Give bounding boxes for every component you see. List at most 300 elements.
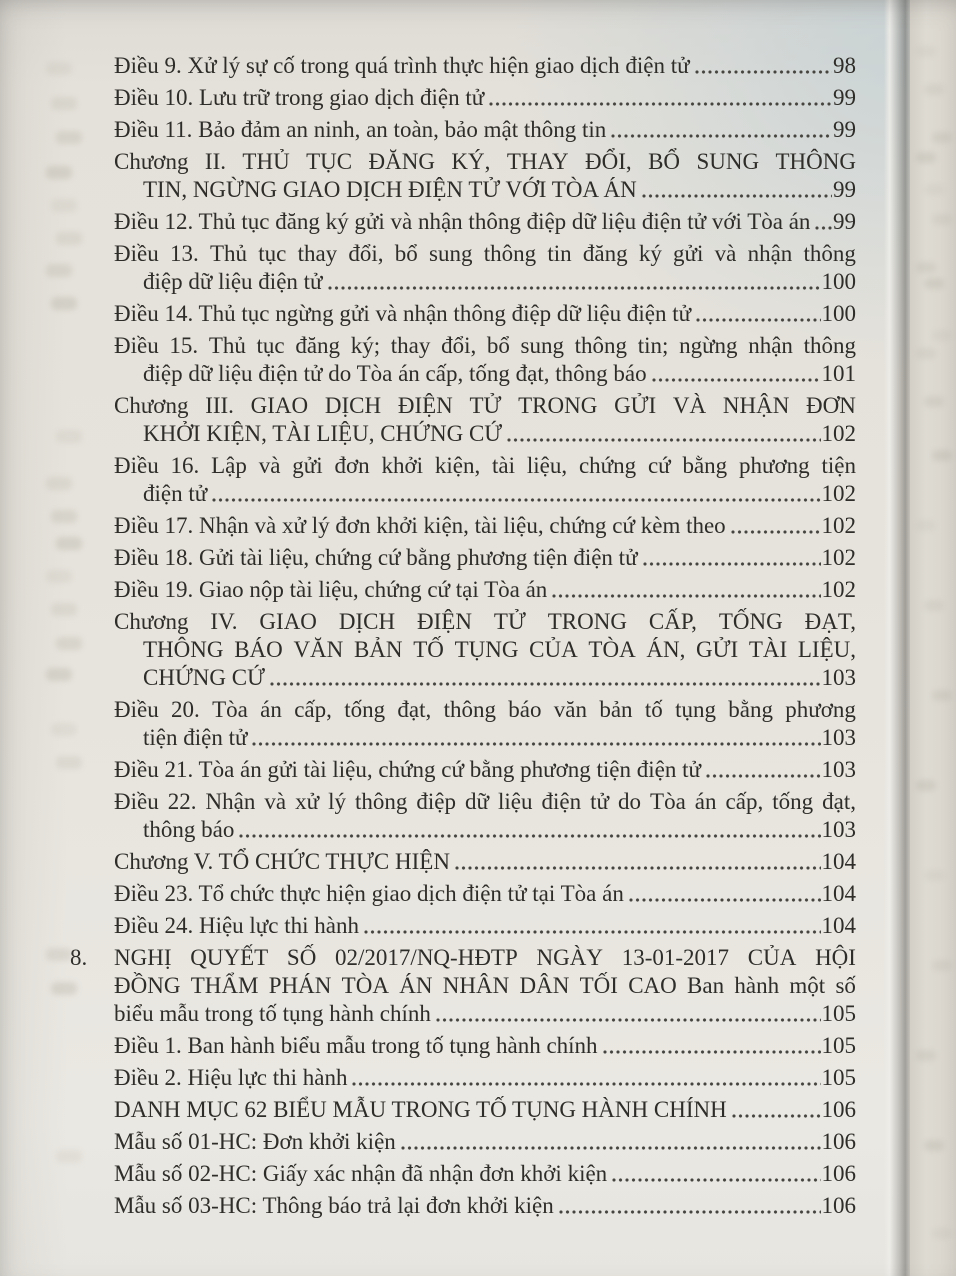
dot-leader [327, 285, 821, 291]
dot-leader [211, 497, 820, 503]
toc-line-text: điệp dữ liệu điện tử do Tòa án cấp, tống đạt, thông báo [143, 361, 647, 386]
word: cấp, [294, 697, 332, 722]
toc-line [114, 1160, 856, 1188]
word: Chương [114, 609, 189, 634]
toc-line [143, 360, 856, 388]
word: sung [429, 241, 473, 266]
toc-line [114, 788, 856, 816]
toc-line-text: Điều 14. Thủ tục ngừng gửi và nhận thông điệp dữ liệu điện tử [114, 301, 692, 326]
word: GIAO [250, 393, 309, 418]
toc-line [143, 420, 856, 448]
word: một [789, 973, 826, 998]
word: TỤNG [454, 637, 519, 662]
item-number: 8. [70, 945, 88, 970]
word: nhận [747, 241, 793, 266]
word: Thủ [208, 333, 246, 358]
toc-line [143, 176, 856, 204]
word: ĐỒNG [114, 973, 181, 998]
word: ÁN, [646, 637, 686, 662]
word: số [835, 973, 856, 998]
toc-line [114, 1096, 856, 1124]
word: nhận [748, 333, 793, 358]
toc-line-text: Điều 2. Hiệu lực thi hành [114, 1065, 348, 1090]
word: sung [520, 333, 564, 358]
word: NGÀY [536, 945, 603, 970]
word: II. [204, 149, 226, 174]
bleedthrough-mark [51, 199, 77, 212]
bleedthrough-mark [51, 723, 77, 736]
dot-leader [602, 1049, 821, 1055]
word: 02/2017/NQ-HĐTP [335, 945, 518, 970]
word: THỦ [242, 149, 290, 174]
bleedthrough-mark [46, 948, 72, 961]
toc-line [114, 608, 856, 636]
page-number: 104 [821, 849, 856, 874]
dot-leader [705, 773, 821, 779]
toc-entry-article [114, 696, 856, 752]
toc-entry-article [114, 512, 856, 540]
word: 15. [169, 333, 199, 358]
toc-line [143, 268, 856, 296]
page-number: 103 [821, 665, 856, 690]
word: Thủ [209, 241, 247, 266]
word: tử [590, 789, 609, 814]
toc-line-text: Điều 24. Hiệu lực thi hành [114, 913, 359, 938]
word: THÔNG [143, 637, 224, 662]
word: Chương [114, 149, 189, 174]
toc-line [114, 1192, 856, 1220]
word: và [258, 453, 281, 478]
page-number: 102 [821, 577, 856, 602]
toc-line [143, 724, 856, 752]
word: tụng [675, 697, 716, 722]
dot-leader [814, 225, 832, 231]
toc-line [114, 848, 856, 876]
dot-leader [488, 101, 832, 107]
word: GỬI [696, 637, 739, 662]
toc-line [114, 116, 856, 144]
toc-entry-article [114, 576, 856, 604]
toc-line [114, 1128, 856, 1156]
word: NHÂN [442, 973, 510, 998]
word: BỔ [648, 149, 681, 174]
page-number: 103 [821, 725, 856, 750]
word: Ban [687, 973, 725, 998]
word: dữ [465, 789, 489, 814]
dot-leader [731, 1113, 821, 1119]
bleedthrough-mark [51, 97, 77, 110]
toc-entry-article [114, 84, 856, 112]
toc-line-text: DANH MỤC 62 BIỂU MẪU TRONG TỐ TỤNG HÀNH CHÍNH [114, 1097, 727, 1122]
word: thông [574, 333, 628, 358]
word: xử [295, 789, 320, 814]
toc-entry-chapter [114, 848, 856, 876]
toc-entry-article [114, 788, 856, 844]
toc-line-text: KHỞI KIỆN, TÀI LIỆU, CHỨNG CỨ [143, 421, 503, 446]
word: thay [297, 241, 338, 266]
toc [70, 52, 856, 1224]
toc-line [143, 480, 856, 508]
word: Nhận [205, 789, 256, 814]
dot-leader [238, 833, 820, 839]
page-number: 100 [821, 301, 856, 326]
toc-line-text: biểu mẫu trong tố tụng hành chính [114, 1001, 431, 1026]
word: 13. [169, 241, 199, 266]
bleedthrough-mark [46, 570, 72, 583]
toc-line [114, 944, 856, 972]
page-stack-edge [910, 0, 956, 1276]
toc-line-text: Điều 1. Ban hành biểu mẫu trong tố tụng hành chính [114, 1033, 598, 1058]
word: III. [205, 393, 234, 418]
word: Chương [114, 393, 189, 418]
toc-line [143, 816, 856, 844]
word: CỦA [747, 945, 797, 970]
toc-line [114, 696, 856, 724]
toc-line [143, 636, 856, 664]
dot-leader [454, 865, 821, 871]
word: phương [739, 453, 810, 478]
page-number: 105 [821, 1001, 856, 1026]
word: liệu, [526, 453, 568, 478]
word: đơn [334, 453, 370, 478]
word: án [694, 789, 717, 814]
word: SUNG [696, 149, 760, 174]
word: tin [547, 241, 572, 266]
toc-entry-article [114, 880, 856, 908]
word: 13-01-2017 [621, 945, 730, 970]
page-number: 102 [821, 481, 856, 506]
word: tài [492, 453, 516, 478]
word: HỘI [815, 945, 856, 970]
toc-line-text: Chương V. TỔ CHỨC THỰC HIỆN [114, 849, 450, 874]
word: TÒA [588, 637, 636, 662]
word: TỤC [306, 149, 353, 174]
toc-line-text: điệp dữ liệu điện tử [143, 269, 323, 294]
bleedthrough-mark [51, 510, 77, 523]
toc-entry-form [114, 1160, 856, 1188]
word: THẨM [190, 973, 259, 998]
page-number: 100 [821, 269, 856, 294]
toc-line-text: Điều 11. Bảo đảm an ninh, an toàn, bảo mật thông tin [114, 117, 607, 142]
bleedthrough-mark [56, 232, 82, 245]
word: tống [772, 789, 814, 814]
page-number: 102 [821, 421, 856, 446]
word: NGHỊ [114, 945, 172, 970]
page-number: 103 [821, 817, 856, 842]
toc-line [114, 576, 856, 604]
toc-entry-item [70, 944, 856, 1028]
word: VÀ [672, 393, 707, 418]
word: ĐIỆN [397, 393, 453, 418]
word: THAY [506, 149, 569, 174]
word: THÔNG [775, 149, 856, 174]
word: tiện [821, 453, 856, 478]
toc-line [114, 300, 856, 328]
word: điệp [416, 789, 456, 814]
toc-line-text: Điều 10. Lưu trữ trong giao dịch điện tử [114, 85, 485, 110]
word: 22. [167, 789, 197, 814]
word: báo [508, 697, 542, 722]
dot-leader [435, 1017, 821, 1023]
word: đạt, [397, 697, 432, 722]
word: TỐNG [718, 609, 783, 634]
dot-leader [651, 377, 821, 383]
page-number: 99 [833, 177, 856, 202]
toc-entry-list [114, 1096, 856, 1124]
word: bổ [486, 333, 510, 358]
bleedthrough-mark [56, 430, 82, 443]
word: CAO [628, 973, 677, 998]
toc-line-text: Điều 17. Nhận và xử lý đơn khởi kiện, tài liệu, chứng cứ kèm theo [114, 513, 726, 538]
word: TỐ [413, 637, 444, 662]
word: DỊCH [324, 393, 382, 418]
word: kiện, [434, 453, 481, 478]
word: DỊCH [338, 609, 396, 634]
toc-entry-chapter [114, 608, 856, 692]
word: tục [258, 241, 287, 266]
bleedthrough-mark [56, 637, 82, 650]
toc-entry-article [114, 52, 856, 80]
toc-entry-article [114, 756, 856, 784]
page-number: 106 [821, 1193, 856, 1218]
word: CẤP, [648, 609, 697, 634]
word: TỬ [493, 609, 526, 634]
word: bằng [682, 453, 728, 478]
word: PHÁN [268, 973, 332, 998]
word: BẢN [353, 637, 403, 662]
word: DÂN [519, 973, 570, 998]
toc-line [114, 1000, 856, 1028]
word: lý [328, 789, 346, 814]
word: đổi, [441, 333, 477, 358]
word: ĐIỆN [417, 609, 472, 634]
word: hành [734, 973, 780, 998]
dot-leader [506, 437, 820, 443]
toc-line [143, 664, 856, 692]
dot-leader [269, 681, 821, 687]
page-number: 99 [833, 209, 856, 234]
toc-line [114, 544, 856, 572]
toc-line [114, 392, 856, 420]
word: TÀI [748, 637, 788, 662]
word: phương [785, 697, 856, 722]
toc-line [114, 972, 856, 1000]
dot-leader [400, 1145, 821, 1151]
word: chứng [578, 453, 637, 478]
word: Điều [114, 241, 159, 266]
bleedthrough-mark [46, 264, 72, 277]
word: thông [354, 789, 408, 814]
word: CỦA [529, 637, 578, 662]
toc-line-text: Điều 12. Thủ tục đăng ký gửi và nhận thông điệp dữ liệu điện tử với Tòa án [114, 209, 811, 234]
toc-line [114, 756, 856, 784]
bleedthrough-mark [51, 603, 77, 616]
word: và [264, 789, 287, 814]
toc-line [114, 84, 856, 112]
word: BÁO [234, 637, 283, 662]
bleedthrough-mark [51, 982, 77, 995]
word: đạt, [822, 789, 856, 814]
word: thông [443, 697, 496, 722]
dot-leader [610, 133, 832, 139]
toc-entry-article [114, 1032, 856, 1060]
page-number: 104 [821, 881, 856, 906]
toc-line-text: Điều 19. Giao nộp tài liệu, chứng cứ tại Tòa án [114, 577, 548, 602]
page-number: 104 [821, 913, 856, 938]
page-number: 99 [833, 117, 856, 142]
toc-line [114, 208, 856, 236]
bleedthrough-mark [46, 668, 72, 681]
page-number: 99 [833, 85, 856, 110]
word: ngừng [679, 333, 738, 358]
bleedthrough-mark [46, 477, 72, 490]
word: bổ [394, 241, 418, 266]
dot-leader [363, 929, 821, 935]
page-number: 101 [821, 361, 856, 386]
word: Tòa [212, 697, 248, 722]
word: bằng [728, 697, 773, 722]
word: GIAO [259, 609, 317, 634]
word: ĐƠN [806, 393, 856, 418]
toc-entry-article [114, 300, 856, 328]
word: 16. [170, 453, 200, 478]
toc-line-text: CHỨNG CỨ [143, 665, 265, 690]
toc-line-text: Mẫu số 01-HC: Đơn khởi kiện [114, 1129, 396, 1154]
toc-line [114, 912, 856, 940]
dot-leader [641, 193, 832, 199]
page-number: 106 [821, 1161, 856, 1186]
page-number: 105 [821, 1065, 856, 1090]
word: tin; [637, 333, 669, 358]
word: tố [644, 697, 663, 722]
toc-entry-article [114, 1064, 856, 1092]
word: thông [803, 333, 856, 358]
toc-entry-article [114, 240, 856, 296]
toc-line-text: tiện điện tử [143, 725, 248, 750]
word: TÒA [341, 973, 389, 998]
word: gửi [673, 241, 704, 266]
word: và [714, 241, 737, 266]
word: khởi [381, 453, 424, 478]
page-number: 98 [833, 53, 856, 78]
word: LIỆU, [797, 637, 856, 662]
dot-leader [611, 1177, 820, 1183]
word: Điều [114, 789, 159, 814]
word: gửi [292, 453, 323, 478]
word: TỬ [469, 393, 502, 418]
page-number: 102 [821, 513, 856, 538]
dot-leader [251, 741, 820, 747]
toc-entry-chapter [114, 148, 856, 204]
word: do [618, 789, 641, 814]
word: TRONG [547, 609, 627, 634]
word: điện [541, 789, 582, 814]
bleedthrough-mark [51, 297, 77, 310]
word: QUYẾT [190, 945, 269, 970]
toc-line-text: Điều 21. Tòa án gửi tài liệu, chứng cứ bằng phương tiện điện tử [114, 757, 701, 782]
page-number: 105 [821, 1033, 856, 1058]
word: liệu [497, 789, 533, 814]
toc-line [114, 52, 856, 80]
toc-line-text: Điều 9. Xử lý sự cố trong quá trình thực hiện giao dịch điện tử [114, 53, 690, 78]
word: Tòa [650, 789, 686, 814]
toc-line [114, 452, 856, 480]
toc-line [114, 148, 856, 176]
bleedthrough-mark [56, 131, 82, 144]
dot-leader [694, 69, 832, 75]
word: đăng [295, 333, 341, 358]
toc-line [114, 332, 856, 360]
word: thay [390, 333, 431, 358]
bleedthrough-mark [56, 756, 82, 769]
dot-leader [351, 1081, 820, 1087]
toc-entry-form [114, 1128, 856, 1156]
word: 20. [171, 697, 200, 722]
word: ĐẠT, [804, 609, 856, 634]
toc-entry-article [114, 544, 856, 572]
bleedthrough-mark [56, 1150, 82, 1163]
word: tục [256, 333, 285, 358]
toc-line [114, 240, 856, 268]
word: cấp, [725, 789, 764, 814]
toc-line-text: Mẫu số 03-HC: Thông báo trả lại đơn khởi kiện [114, 1193, 554, 1218]
word: đổi, [348, 241, 384, 266]
toc-line-text: Điều 18. Gửi tài liệu, chứng cứ bằng phương tiện điện tử [114, 545, 638, 570]
word: Điều [114, 697, 159, 722]
word: TỐI [579, 973, 618, 998]
toc-line [114, 1032, 856, 1060]
toc-entry-article [114, 332, 856, 388]
word: VĂN [293, 637, 344, 662]
word: ký; [350, 333, 381, 358]
word: ĐĂNG [368, 149, 435, 174]
dot-leader [551, 593, 820, 599]
word: cứ [647, 453, 671, 478]
toc-line-text: điện tử [143, 481, 208, 506]
dot-leader [628, 897, 821, 903]
word: án [260, 697, 282, 722]
toc-entry-chapter [114, 392, 856, 448]
word: NHẬN [722, 393, 790, 418]
word: GỬI [614, 393, 657, 418]
page-number: 103 [821, 757, 856, 782]
word: thông [483, 241, 537, 266]
bleedthrough-mark [56, 537, 82, 550]
word: KÝ, [451, 149, 491, 174]
dot-leader [695, 317, 820, 323]
toc-entry-form [114, 1192, 856, 1220]
bleedthrough-mark [46, 62, 72, 75]
word: thông [803, 241, 856, 266]
word: IV. [210, 609, 238, 634]
page-number: 106 [821, 1129, 856, 1154]
toc-line-text: thông báo [143, 817, 235, 842]
bleedthrough-mark [46, 166, 72, 179]
toc-line-text: Mẫu số 02-HC: Giấy xác nhận đã nhận đơn khởi kiện [114, 1161, 608, 1186]
word: bản [599, 697, 633, 722]
word: TRONG [518, 393, 598, 418]
page-number: 106 [821, 1097, 856, 1122]
toc-entry-article [114, 452, 856, 508]
word: Điều [114, 333, 159, 358]
toc-line-text: Điều 23. Tổ chức thực hiện giao dịch điện tử tại Tòa án [114, 881, 624, 906]
word: Lập [211, 453, 247, 478]
word: SỐ [286, 945, 317, 970]
word: ký [638, 241, 662, 266]
word: ĐỔI, [585, 149, 632, 174]
dot-leader [642, 561, 821, 567]
word: văn [553, 697, 588, 722]
